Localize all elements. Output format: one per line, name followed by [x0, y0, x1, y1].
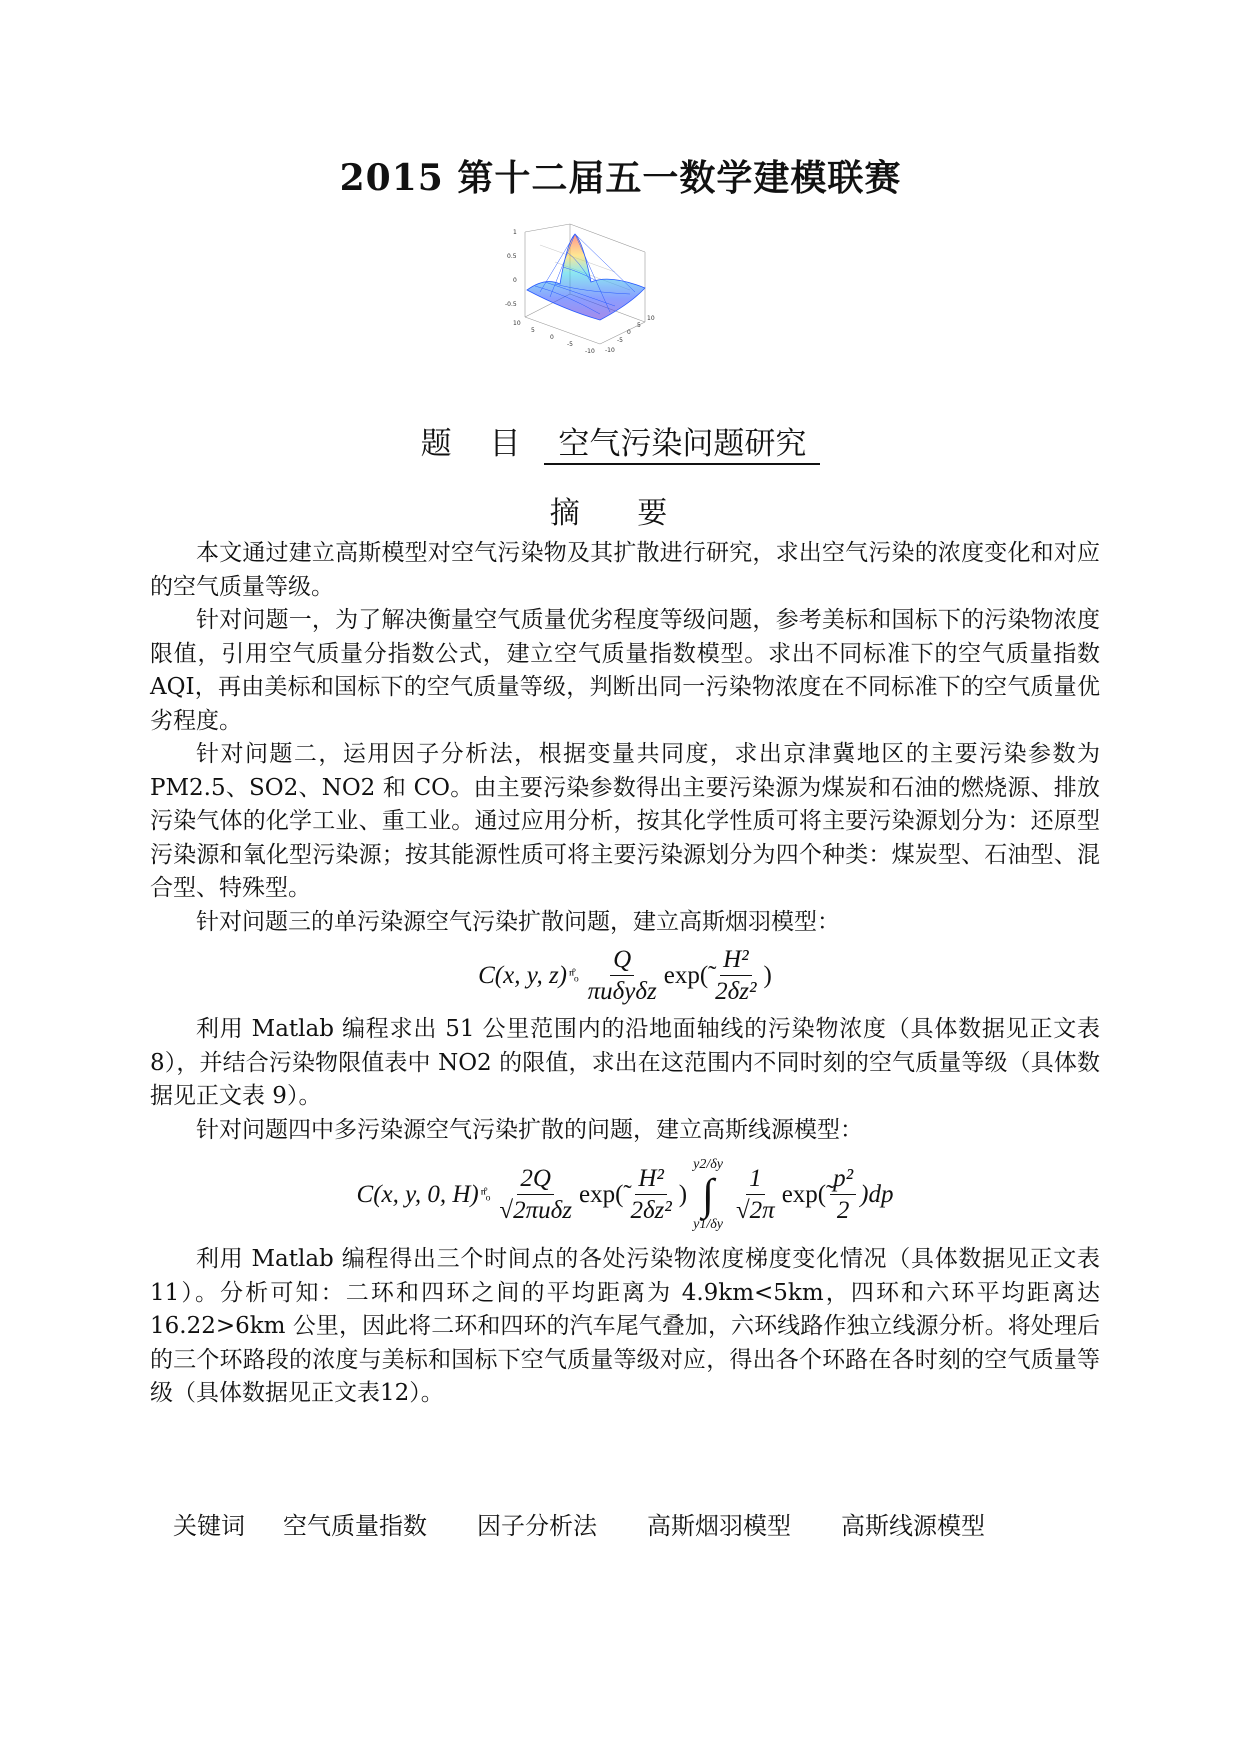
- keywords-label: 关键词: [173, 1512, 245, 1540]
- formula-exp-numerator: H²: [720, 945, 752, 976]
- logo-z-tick: 0.5: [507, 253, 517, 260]
- logo-z-tick: -0.5: [505, 301, 517, 308]
- formula-lhs: C(x, y, z): [478, 962, 567, 990]
- formula-fraction: [585, 945, 660, 1008]
- keyword-item: 高斯烟羽模型: [647, 1512, 791, 1540]
- abstract-paragraph: 利用 Matlab 编程得出三个时间点的各处污染物浓度梯度变化情况（具体数据见正文表11）。分析可知：二环和四环之间的平均距离为 4.9km<5km，四环和六环平均距离达 16.22>6km 公里，因此将二环和四环的汽车尾气叠加，六环线路作独立线源分析。将处理后的三个环路段的浓度与美标和国标下空气质量等级对应，得出各个环路在各时刻的空气质量等级（具体数据见正文表12）。: [150, 1246, 1100, 1406]
- logo-y-tick: 5: [637, 322, 641, 329]
- logo-z-tick: 1: [513, 229, 517, 236]
- topic-prefix: 题 目: [420, 426, 535, 462]
- gaussian-line-source-formula: [150, 1147, 1100, 1243]
- formula-tail: )dp: [860, 1181, 894, 1209]
- logo-x-tick: -5: [567, 341, 573, 348]
- competition-title: 2015 第十二届五一数学建模联赛: [339, 157, 902, 199]
- formula-exp-fraction: [627, 1164, 674, 1227]
- logo-y-tick: -5: [617, 337, 623, 344]
- abstract-paragraph: 针对问题一，为了解决衡量空气质量优劣程度等级问题，参考美标和国标下的污染物浓度限值，引用空气质量分指数公式，建立空气质量指数模型。求出不同标准下的空气质量指数 AQI，再由美标和国标下的空气质量等级，判断出同一污染物浓度在不同标准下的空气质量优劣程度。: [150, 607, 1100, 734]
- formula-exp: exp(̃: [579, 1181, 624, 1209]
- formula-exp-numerator: H²: [635, 1164, 667, 1195]
- formula-fraction: [496, 1164, 575, 1227]
- formula-exp-denominator: 2δz²: [630, 1196, 672, 1224]
- logo-z-tick: 0: [513, 277, 517, 284]
- abstract-body: [150, 537, 1100, 1411]
- gaussian-plume-formula: [150, 939, 1100, 1013]
- formula-glyph: ⁿ̊ₒ: [569, 967, 579, 985]
- formula-exp-denominator: 2: [836, 1196, 850, 1224]
- formula-numerator: 1: [746, 1164, 765, 1195]
- integral-upper-limit: y2/δy: [693, 1157, 723, 1172]
- formula-fraction: [733, 1164, 778, 1227]
- logo-y-tick: 10: [647, 315, 655, 322]
- abstract-paragraph: 本文通过建立高斯模型对空气污染物及其扩散进行研究，求出空气污染的浓度变化和对应的空气质量等级。: [150, 540, 1100, 600]
- keyword-item: 高斯线源模型: [841, 1512, 985, 1540]
- logo-x-tick: 10: [513, 320, 521, 327]
- formula-exp-denominator: 2δz²: [715, 977, 757, 1005]
- topic-name: 空气污染问题研究: [544, 426, 820, 465]
- logo-x-tick: 5: [531, 327, 535, 334]
- abstract-paragraph: 针对问题三的单污染源空气污染扩散问题，建立高斯烟羽模型：: [196, 908, 840, 935]
- abstract-paragraph: 针对问题二，运用因子分析法，根据变量共同度，求出京津冀地区的主要污染参数为 PM2.5、SO2、NO2 和 CO。由主要污染参数得出主要污染源为煤炭和石油的燃烧源、排放污染气体的化学工业、重工业。通过应用分析，按其化学性质可将主要污染源划分为：还原型污染源和氧化型污染源；按其能源性质可将主要污染源划分为四个种类：煤炭型、石油型、混合型、特殊型。: [150, 741, 1100, 901]
- integral-sign: ∫: [702, 1170, 715, 1219]
- formula-glyph: ⁿ̊ₒ: [480, 1186, 491, 1204]
- formula-close: ): [678, 1181, 688, 1209]
- formula-exp-fraction: [712, 945, 759, 1008]
- keyword-item: 因子分析法: [477, 1512, 597, 1540]
- formula-close: ): [763, 962, 772, 990]
- integral-lower-limit: y1/δy: [693, 1217, 723, 1232]
- formula-numerator: Q: [610, 945, 634, 976]
- logo-y-tick: -10: [605, 347, 615, 354]
- logo-x-tick: -10: [585, 348, 595, 355]
- abstract-paragraph: 利用 Matlab 编程求出 51 公里范围内的沿地面轴线的污染物浓度（具体数据见正文表 8），并结合污染物限值表中 NO2 的限值，求出在这范围内不同时刻的空气质量等级（具体数据见正文表 9）。: [150, 1016, 1100, 1109]
- formula-integral: [693, 1157, 723, 1233]
- formula-denominator: √2π: [735, 1196, 775, 1224]
- formula-exp-fraction: [830, 1164, 856, 1227]
- formula-exp: exp(̃: [781, 1181, 827, 1209]
- formula-numerator: 2Q: [517, 1164, 554, 1195]
- sombrero-surface-logo: [505, 222, 735, 392]
- logo-x-tick: 0: [550, 334, 554, 341]
- abstract-paragraph: 针对问题四中多污染源空气污染扩散的问题，建立高斯线源模型：: [196, 1116, 863, 1143]
- formula-denominator: √2πuδz: [499, 1196, 573, 1224]
- formula-lhs: C(x, y, 0, H): [356, 1181, 479, 1209]
- formula-denominator: πuδyδz: [587, 977, 657, 1005]
- keywords-line: [173, 1506, 1035, 1541]
- formula-exp: exp(̃: [663, 962, 709, 990]
- abstract-heading: 摘 要: [549, 496, 692, 531]
- keyword-item: 空气质量指数: [283, 1512, 427, 1540]
- logo-y-tick: 0: [627, 329, 631, 336]
- formula-exp-numerator: p²: [830, 1164, 856, 1195]
- topic-line: [0, 418, 1241, 463]
